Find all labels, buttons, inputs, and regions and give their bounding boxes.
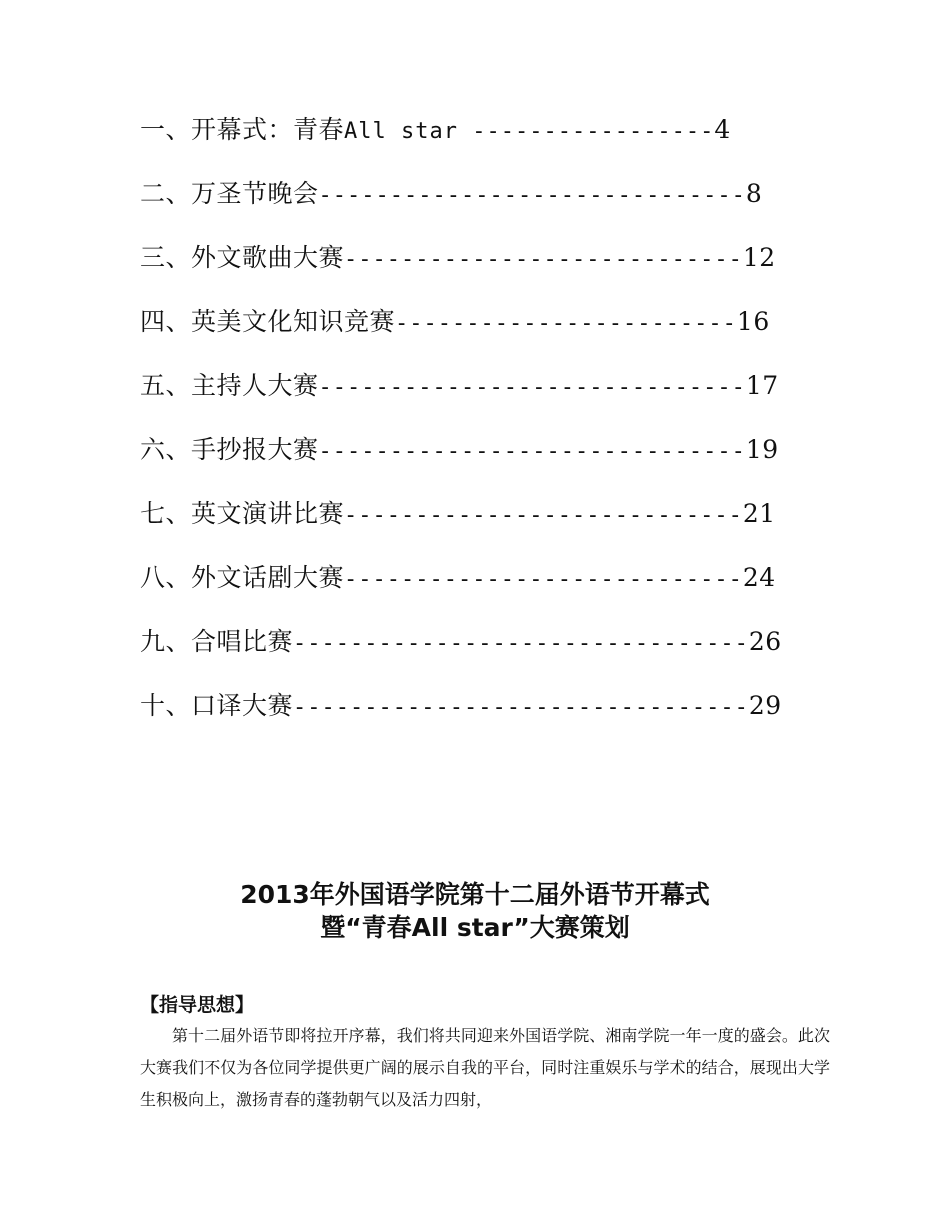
toc-entry[interactable] (140, 620, 800, 684)
toc-entry[interactable] (140, 236, 800, 300)
toc-leader: ----------------- (472, 119, 715, 144)
toc-number: 七、 (140, 499, 192, 528)
toc-entry[interactable] (140, 300, 800, 364)
toc-entry[interactable] (140, 108, 800, 172)
toc-title: 外文话剧大赛 (191, 563, 345, 592)
toc-title: 英美文化知识竞赛 (191, 307, 396, 336)
toc-entry[interactable] (140, 364, 800, 428)
toc-leader: -------------------------------- (293, 631, 749, 656)
toc-entry[interactable] (140, 556, 800, 620)
document-title (0, 878, 950, 944)
toc-number: 四、 (140, 307, 192, 336)
toc-page-number: 4 (714, 115, 731, 144)
toc-page-number: 29 (748, 691, 782, 720)
section-paragraph: 第十二届外语节即将拉开序幕，我们将共同迎来外国语学院、湘南学院一年一度的盛会。此次大赛我们不仅为各位同学提供更广阔的展示自我的平台，同时注重娱乐与学术的结合，展现出大学生积极向上，激扬青春的蓬勃朝气以及活力四射， (140, 1026, 830, 1109)
toc-page-number: 19 (745, 435, 779, 464)
toc-leader: ---------------------------- (344, 503, 743, 528)
toc-page-number: 12 (742, 243, 776, 272)
section-heading: 【指导思想】 (140, 994, 255, 1016)
toc-page-number: 17 (745, 371, 779, 400)
toc-leader: ------------------------------ (318, 183, 746, 208)
toc-page-number: 16 (736, 307, 770, 336)
document-title-line-2: 暨“青春All star”大赛策划 (320, 913, 630, 942)
toc-page-number: 21 (742, 499, 776, 528)
toc-page-number: 24 (742, 563, 776, 592)
toc-title: 合唱比赛 (191, 627, 294, 656)
toc-entry[interactable] (140, 492, 800, 556)
toc-number: 三、 (140, 243, 192, 272)
toc-number: 十、 (140, 691, 192, 720)
toc-leader: ------------------------------ (318, 439, 746, 464)
table-of-contents (140, 108, 800, 748)
toc-leader: -------------------------------- (293, 695, 749, 720)
toc-leader: ---------------------------- (344, 567, 743, 592)
toc-entry[interactable] (140, 172, 800, 236)
toc-title-latin: All star (344, 119, 473, 144)
toc-leader: ---------------------------- (344, 247, 743, 272)
toc-title: 主持人大赛 (191, 371, 319, 400)
toc-title: 口译大赛 (191, 691, 294, 720)
toc-title: 开幕式：青春 (191, 115, 345, 144)
toc-title: 外文歌曲大赛 (191, 243, 345, 272)
toc-entry[interactable] (140, 684, 800, 748)
toc-number: 八、 (140, 563, 192, 592)
toc-number: 一、 (140, 115, 192, 144)
toc-number: 六、 (140, 435, 192, 464)
document-title-line-1: 2013年外国语学院第十二届外语节开幕式 (240, 880, 710, 909)
toc-entry[interactable] (140, 428, 800, 492)
toc-title: 手抄报大赛 (191, 435, 319, 464)
toc-leader: ------------------------ (395, 311, 737, 336)
toc-page-number: 26 (748, 627, 782, 656)
toc-title: 万圣节晚会 (191, 179, 319, 208)
toc-page-number: 8 (745, 179, 763, 208)
toc-number: 二、 (140, 179, 192, 208)
toc-leader: ------------------------------ (318, 375, 746, 400)
toc-number: 九、 (140, 627, 192, 656)
toc-number: 五、 (140, 371, 192, 400)
toc-title: 英文演讲比赛 (191, 499, 345, 528)
